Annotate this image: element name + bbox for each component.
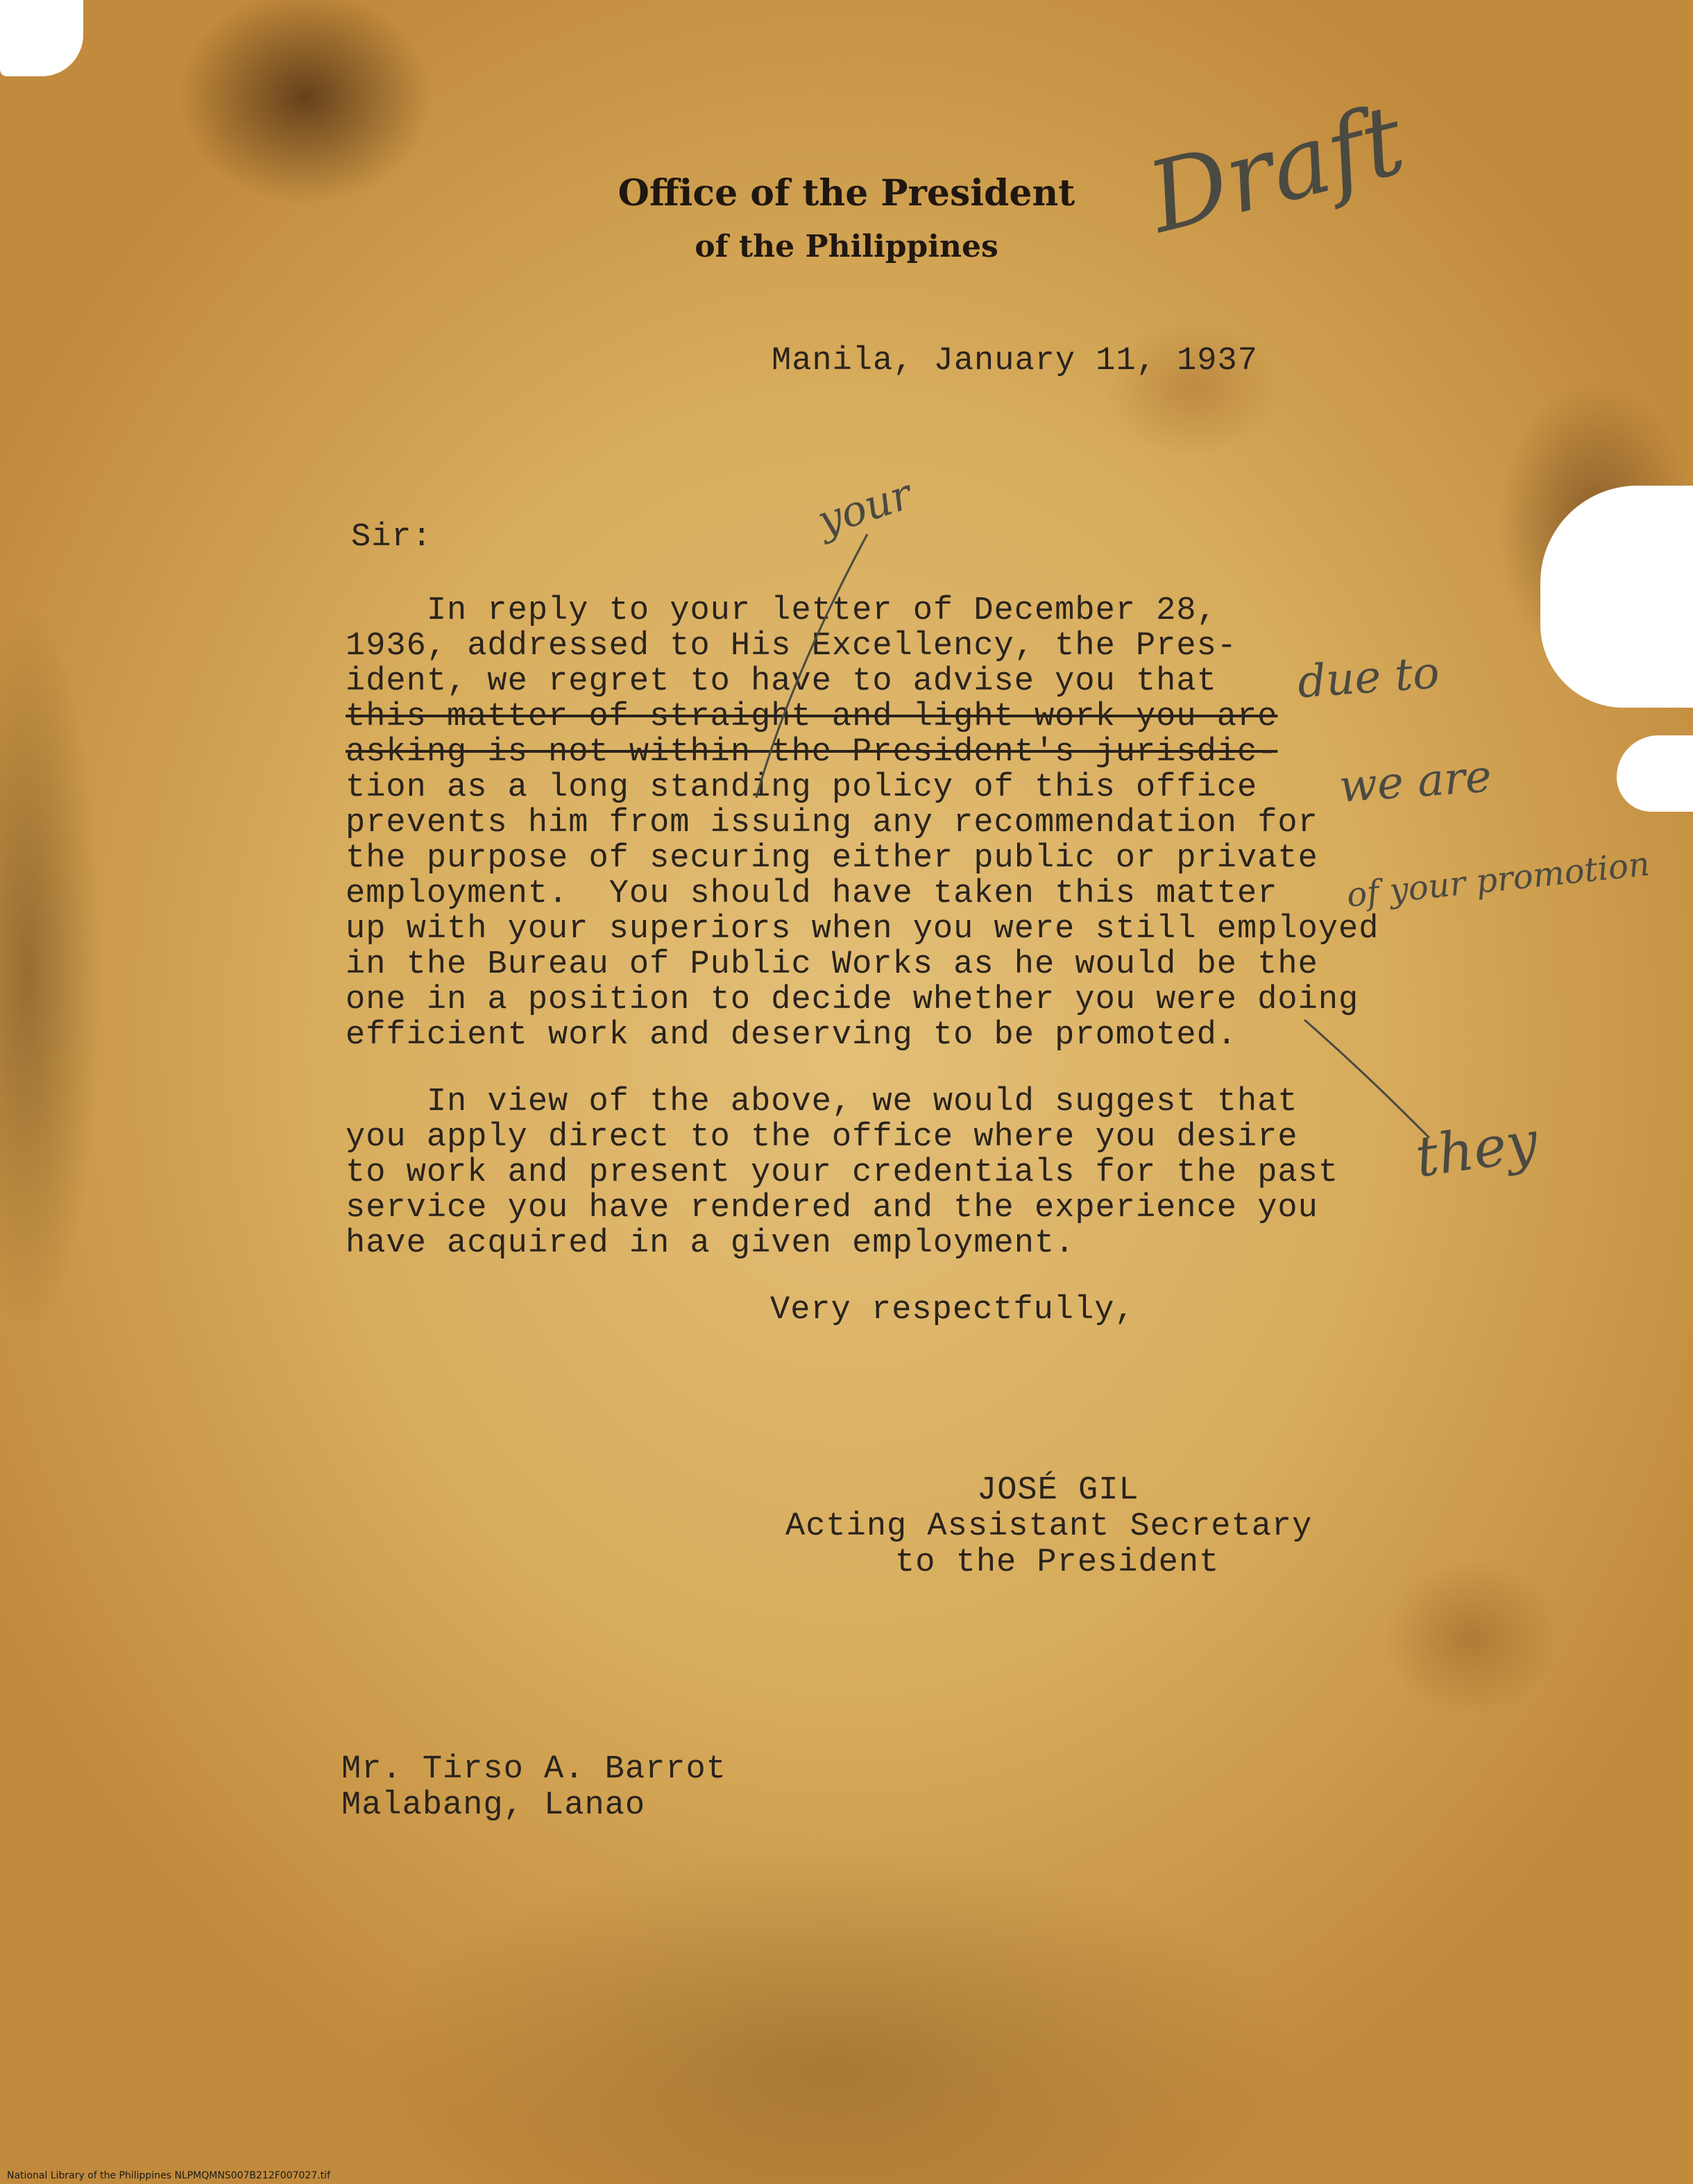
signature-name: JOSÉ GIL	[977, 1472, 1139, 1509]
handwritten-due-to: due to	[1295, 647, 1441, 709]
body-line: 1936, addressed to His Excellency, the Pres-	[346, 628, 1238, 665]
handwritten-we-are: we are	[1337, 751, 1493, 813]
salutation: Sir:	[351, 519, 432, 556]
handwritten-of-your-promotion: of your promotion	[1345, 844, 1652, 915]
letterhead-line1: Office of the President	[618, 172, 1075, 214]
body-line: tion as a long standing policy of this office	[346, 769, 1258, 806]
body-line: you apply direct to the office where you desire	[346, 1119, 1298, 1156]
body-line: this matter of straight and light work you are	[346, 699, 1278, 735]
body-line: asking is not within the President's jurisdic-	[346, 734, 1278, 771]
body-line: have acquired in a given employment.	[346, 1225, 1075, 1262]
closing: Very respectfully,	[770, 1292, 1135, 1329]
letterhead-line2: of the Philippines	[695, 229, 998, 264]
addressee-place: Malabang, Lanao	[341, 1787, 646, 1824]
torn-edge-small	[1617, 735, 1693, 812]
body-line: employment. You should have taken this matter	[346, 876, 1278, 912]
signature-title1: Acting Assistant Secretary	[785, 1508, 1313, 1545]
body-line: one in a position to decide whether you were doing	[346, 982, 1359, 1018]
torn-edge	[1540, 486, 1693, 708]
handwritten-draft: Draft	[1138, 83, 1415, 256]
body-line: service you have rendered and the experience you	[346, 1190, 1318, 1227]
body-line: in the Bureau of Public Works as he would be the	[346, 946, 1318, 983]
body-line: ident, we regret to have to advise you that	[346, 663, 1217, 700]
body-line: In reply to your letter of December 28,	[346, 592, 1217, 629]
letter-date: Manila, January 11, 1937	[772, 343, 1258, 379]
handwritten-your: your	[812, 470, 918, 546]
body-line: the purpose of securing either public or private	[346, 840, 1318, 877]
handwritten-they: they	[1411, 1109, 1542, 1190]
body-line: up with your superiors when you were still employed	[346, 911, 1379, 948]
body-line: prevents him from issuing any recommendation for	[346, 805, 1318, 842]
body-line: efficient work and deserving to be promoted.	[346, 1017, 1238, 1054]
archive-footer-stamp: National Library of the Philippines NLPMQMNS007B212F007027.tif	[7, 2170, 330, 2181]
torn-corner	[0, 0, 83, 76]
addressee-name: Mr. Tirso A. Barrot	[341, 1751, 726, 1788]
body-line: In view of the above, we would suggest that	[346, 1084, 1298, 1120]
signature-title2: to the President	[895, 1544, 1220, 1581]
body-line: to work and present your credentials for the past	[346, 1154, 1339, 1191]
